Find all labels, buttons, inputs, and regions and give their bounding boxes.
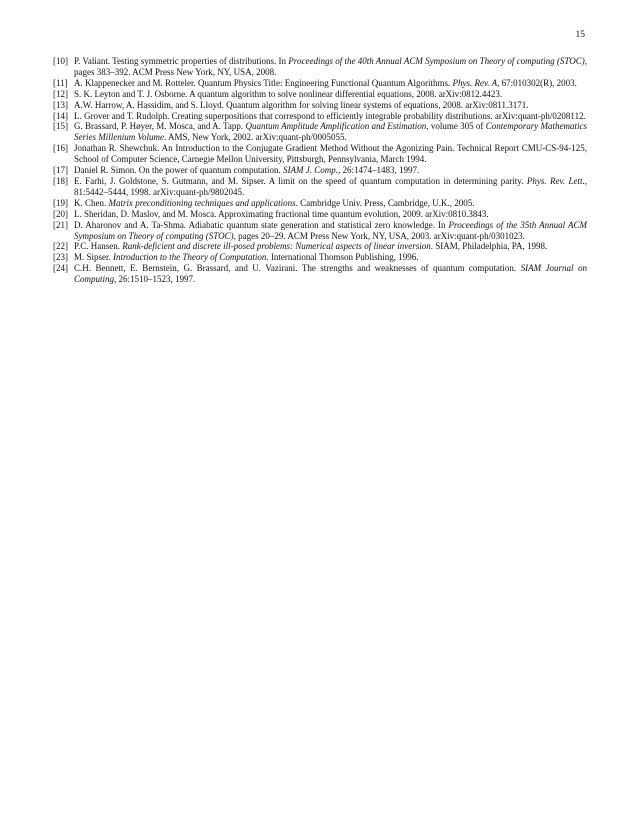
reference-number: [21] bbox=[53, 219, 68, 230]
reference-italic-text: SIAM Journal on Computing bbox=[74, 263, 587, 285]
reference-text bbox=[74, 100, 528, 110]
reference-entry bbox=[53, 176, 587, 198]
reference-plain-text: P. Valiant. Testing symmetric properties of distributions. In bbox=[74, 56, 289, 66]
reference-italic-text: Contemporary Mathematics Series Millenium Volume bbox=[74, 121, 587, 143]
reference-plain-text: E. Farhi, J. Goldstone, S. Gutmann, and M. Sipser. A limit on the speed of quantum computation in determining parity. bbox=[74, 175, 527, 186]
reference-plain-text: , 26:1510–1523, 1997. bbox=[114, 274, 196, 285]
reference-italic-text: Matrix preconditioning techniques and applications bbox=[108, 197, 296, 208]
reference-entry bbox=[53, 220, 587, 242]
reference-entry bbox=[53, 89, 587, 100]
reference-number: [24] bbox=[53, 263, 68, 274]
reference-plain-text: A. Klappenecker and M. Rotteler. Quantum Physics Title: Engineering Functional Quantum Algorithms. bbox=[74, 77, 453, 88]
reference-italic-text: Proceedings of the 40th Annual ACM Symposium on Theory of computing (STOC) bbox=[288, 56, 585, 66]
reference-entry bbox=[53, 100, 587, 111]
reference-entry bbox=[53, 56, 587, 78]
reference-plain-text: M. Sipser. bbox=[74, 252, 114, 263]
reference-plain-text: , 81:5442–5444, 1998. arXiv:quant-ph/9802045. bbox=[74, 175, 587, 197]
reference-number: [10] bbox=[53, 56, 68, 66]
reference-text bbox=[74, 241, 547, 251]
reference-entry bbox=[53, 111, 587, 122]
reference-text bbox=[74, 78, 577, 88]
reference-number: [13] bbox=[53, 99, 68, 110]
reference-number: [11] bbox=[53, 77, 68, 88]
reference-number: [23] bbox=[53, 252, 68, 263]
reference-plain-text: S. K. Leyton and T. J. Osborne. A quantum algorithm to solve nonlinear differential equations, 2008. arXiv:0812.4423. bbox=[74, 88, 503, 99]
reference-italic-text: Introduction to the Theory of Computation bbox=[113, 252, 267, 263]
reference-plain-text: , volume 305 of bbox=[426, 121, 486, 132]
reference-plain-text: C.H. Bennett, E. Bernstein, G. Brassard, and U. Vazirani. The strengths and weaknesses of quantum computation. bbox=[74, 263, 521, 274]
reference-text bbox=[74, 143, 587, 164]
reference-plain-text: L. Grover and T. Rudolph. Creating superpositions that correspond to efficiently integrable probability distributions. arXiv:quant-ph/0208112. bbox=[74, 110, 586, 121]
reference-entry bbox=[53, 252, 587, 263]
reference-italic-text: SIAM J. Comp. bbox=[282, 165, 338, 176]
reference-text bbox=[74, 220, 587, 241]
reference-plain-text: , pages 383–392. ACM Press New York, NY, USA, 2008. bbox=[74, 56, 587, 77]
reference-entry bbox=[53, 209, 587, 220]
reference-plain-text: , 67:010302(R), 2003. bbox=[497, 77, 577, 88]
reference-number: [17] bbox=[53, 165, 68, 176]
reference-number: [18] bbox=[53, 175, 68, 186]
reference-text bbox=[74, 263, 587, 284]
reference-text bbox=[74, 165, 419, 175]
reference-text bbox=[74, 111, 586, 121]
reference-italic-text: Quantum Amplitude Amplification and Estimation bbox=[245, 121, 427, 132]
reference-number: [19] bbox=[53, 197, 68, 208]
reference-entry bbox=[53, 241, 587, 252]
reference-plain-text: A.W. Harrow, A. Hassidim, and S. Lloyd. Quantum algorithm for solving linear systems of equations, 2008. arXiv:0811.3171. bbox=[74, 99, 529, 110]
reference-text bbox=[74, 56, 587, 77]
reference-italic-text: Proceedings of the 35th Annual ACM Symposium on Theory of computing (STOC) bbox=[74, 219, 587, 241]
reference-number: [20] bbox=[53, 208, 68, 219]
reference-plain-text: Daniel R. Simon. On the power of quantum computation. bbox=[74, 165, 283, 176]
reference-plain-text: . AMS, New York, 2002. arXiv:quant-ph/0005055. bbox=[163, 132, 347, 143]
reference-entry bbox=[53, 121, 587, 143]
reference-text bbox=[74, 198, 475, 208]
reference-plain-text: L. Sheridan, D. Maslov, and M. Mosca. Approximating fractional time quantum evolution, 2009. arXiv:0810.3843. bbox=[74, 208, 489, 219]
reference-number: [12] bbox=[53, 88, 68, 99]
reference-plain-text: , pages 20–29. ACM Press New York, NY, USA, 2003. arXiv:quant-ph/0301023. bbox=[233, 230, 525, 241]
reference-plain-text: P.C. Hansen. bbox=[74, 241, 123, 252]
reference-italic-text: Phys. Rev. Lett. bbox=[526, 175, 585, 186]
reference-italic-text: Phys. Rev. A bbox=[452, 77, 498, 88]
reference-plain-text: Jonathan R. Shewchuk. An Introduction to the Conjugate Gradient Method Without the Agonizing Pain. Technical Report CMU-CS-94-125, School of Computer Science, Carnegie Mellon University, Pittsburgh, Pennsylvania, March 1994. bbox=[74, 143, 587, 165]
reference-number: [22] bbox=[53, 241, 68, 252]
reference-number: [15] bbox=[53, 121, 68, 132]
reference-text bbox=[74, 176, 587, 197]
reference-entry bbox=[53, 165, 587, 176]
page-number: 15 bbox=[575, 30, 585, 40]
reference-plain-text: , 26:1474–1483, 1997. bbox=[337, 165, 420, 176]
reference-text bbox=[74, 121, 587, 142]
reference-number: [16] bbox=[53, 143, 68, 154]
reference-plain-text: D. Aharonov and A. Ta-Shma. Adiabatic quantum state generation and statistical zero knowledge. In bbox=[74, 219, 449, 230]
reference-entry bbox=[53, 263, 587, 285]
reference-italic-text: Rank-deficient and discrete ill-posed problems: Numerical aspects of linear inversion bbox=[122, 241, 431, 252]
reference-plain-text: K. Chen. bbox=[74, 197, 109, 208]
reference-text bbox=[74, 89, 502, 99]
reference-entry bbox=[53, 143, 587, 165]
reference-text bbox=[74, 209, 489, 219]
reference-list bbox=[53, 56, 587, 285]
reference-plain-text: G. Brassard, P. Høyer, M. Mosca, and A. Tapp. bbox=[74, 121, 246, 132]
reference-entry bbox=[53, 198, 587, 209]
reference-number: [14] bbox=[53, 110, 68, 121]
reference-plain-text: . Cambridge Univ. Press, Cambridge, U.K., 2005. bbox=[295, 197, 475, 208]
reference-text bbox=[74, 252, 419, 262]
reference-entry bbox=[53, 78, 587, 89]
reference-plain-text: . SIAM, Philadelphia, PA, 1998. bbox=[430, 241, 548, 252]
reference-plain-text: . International Thomson Publishing, 1996. bbox=[266, 252, 419, 263]
